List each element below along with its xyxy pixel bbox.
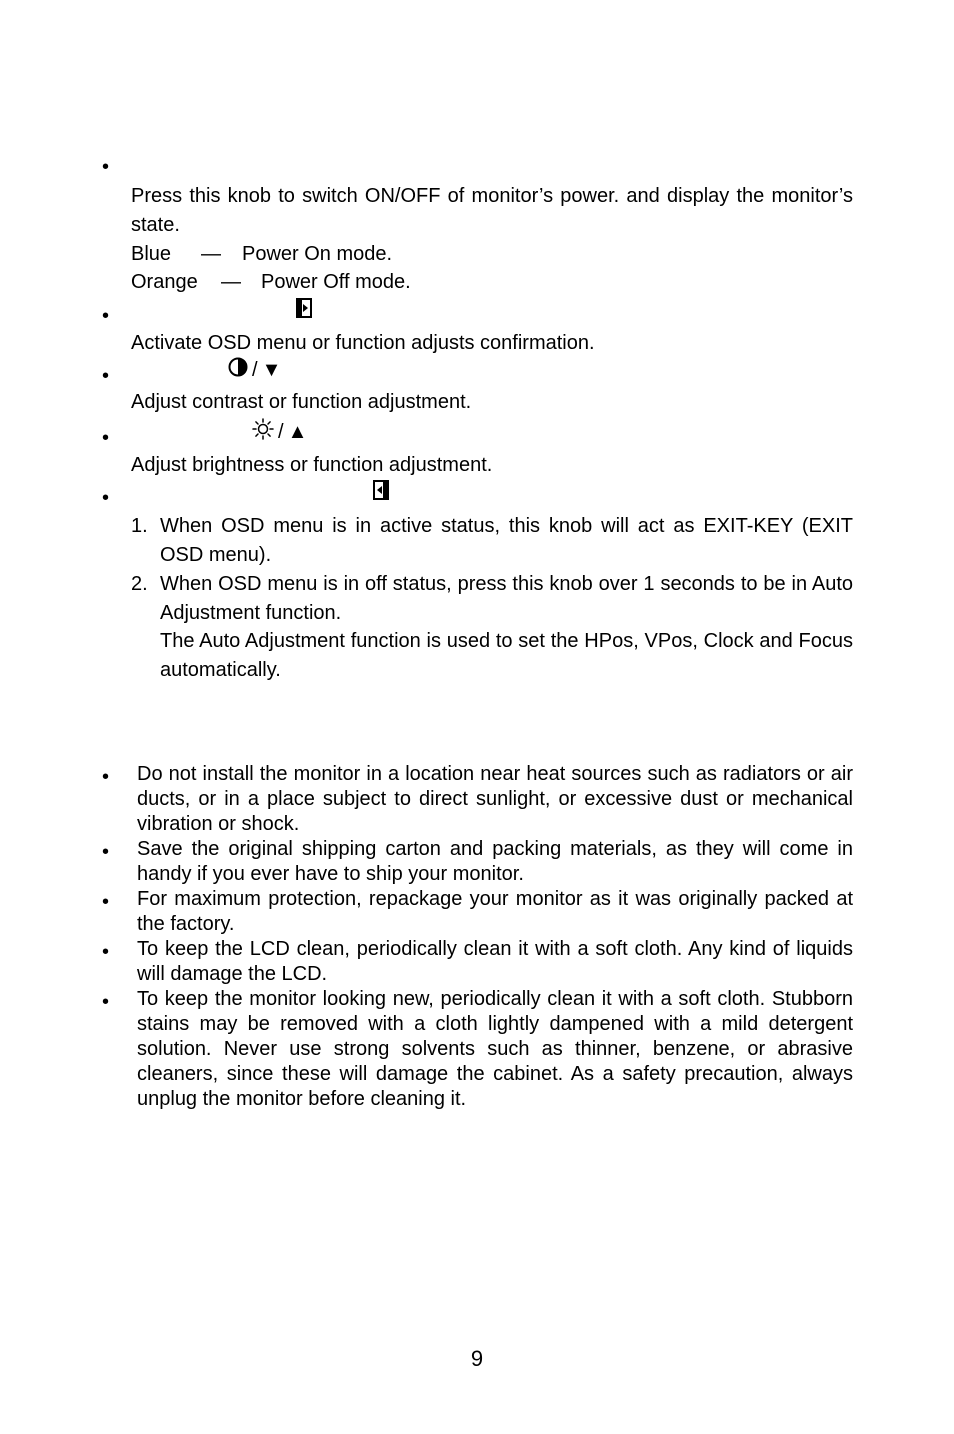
item-number: 1.	[131, 515, 148, 537]
bullet-contrast: •	[102, 365, 110, 387]
contrast-separator: /	[252, 358, 258, 381]
auto-item-1	[131, 512, 853, 570]
brightness-separator: /	[278, 420, 284, 443]
menu-enter-icon	[296, 298, 312, 324]
care-item: To keep the monitor looking new, periodically clean it with a soft cloth. Stubborn stains may be removed with a cloth lightly dampened with a mild detergent solution. Never use strong solvents such as thinner, benzene, or abrasive cleaners, since these will damage the cabinet. As a safety precaution, always unplug the monitor before cleaning it.	[137, 988, 853, 1110]
care-item: Save the original shipping carton and packing materials, as they will come in handy if you ever have to ship your monitor.	[137, 838, 853, 885]
item-text: When OSD menu is in off status, press this knob over 1 seconds to be in Auto Adjustment function.	[160, 573, 853, 624]
brightness-icon	[252, 418, 274, 446]
brightness-description: Adjust brightness or function adjustment.	[131, 454, 493, 476]
care-bullet-1: •	[102, 766, 110, 788]
auto-note: The Auto Adjustment function is used to set the HPos, VPos, Clock and Focus automatically.	[160, 630, 853, 681]
bullet-brightness: •	[102, 427, 110, 449]
contrast-icon-row	[228, 359, 281, 381]
brightness-icon-row	[252, 421, 307, 443]
care-bullet-4: •	[102, 941, 110, 963]
state-mode: Power On mode.	[242, 243, 393, 265]
state-mode: Power Off mode.	[261, 271, 411, 293]
state-dash: —	[201, 243, 221, 265]
item-text: When OSD menu is in active status, this knob will act as EXIT-KEY (EXIT OSD menu).	[160, 515, 853, 566]
care-item: To keep the LCD clean, periodically clean it with a soft cloth. Any kind of liquids will damage the LCD.	[137, 938, 853, 985]
care-item: For maximum protection, repackage your monitor as it was originally packed at the factory.	[137, 888, 853, 935]
contrast-description: Adjust contrast or function adjustment.	[131, 391, 472, 413]
menu-description: Activate OSD menu or function adjusts confirmation.	[131, 332, 595, 354]
care-bullet-5: •	[102, 991, 110, 1013]
auto-exit-icon	[373, 480, 389, 506]
page-number: 9	[470, 1346, 484, 1371]
state-dash: —	[221, 271, 241, 293]
power-state-orange	[131, 268, 411, 296]
care-bullet-3: •	[102, 891, 110, 913]
care-item: Do not install the monitor in a location near heat sources such as radiators or air ducts, or in a place subject to direct sunlight, or excessive dust or mechanical vibration or shock.	[137, 763, 853, 835]
power-description: Press this knob to switch ON/OFF of monitor’s power. and display the monitor’s state.	[131, 185, 853, 236]
down-arrow-icon: ▼	[261, 358, 282, 381]
item-number: 2.	[131, 573, 148, 595]
bullet-power: •	[102, 156, 110, 178]
auto-icon-row	[373, 482, 389, 504]
bullet-menu: •	[102, 305, 110, 327]
care-bullet-2: •	[102, 841, 110, 863]
bullet-auto: •	[102, 487, 110, 509]
state-color: Blue	[131, 243, 172, 265]
power-state-blue	[131, 240, 392, 268]
contrast-icon	[228, 357, 248, 383]
up-arrow-icon: ▲	[287, 420, 308, 443]
auto-item-2	[131, 570, 853, 628]
state-color: Orange	[131, 271, 198, 293]
menu-icon-row	[296, 300, 312, 322]
